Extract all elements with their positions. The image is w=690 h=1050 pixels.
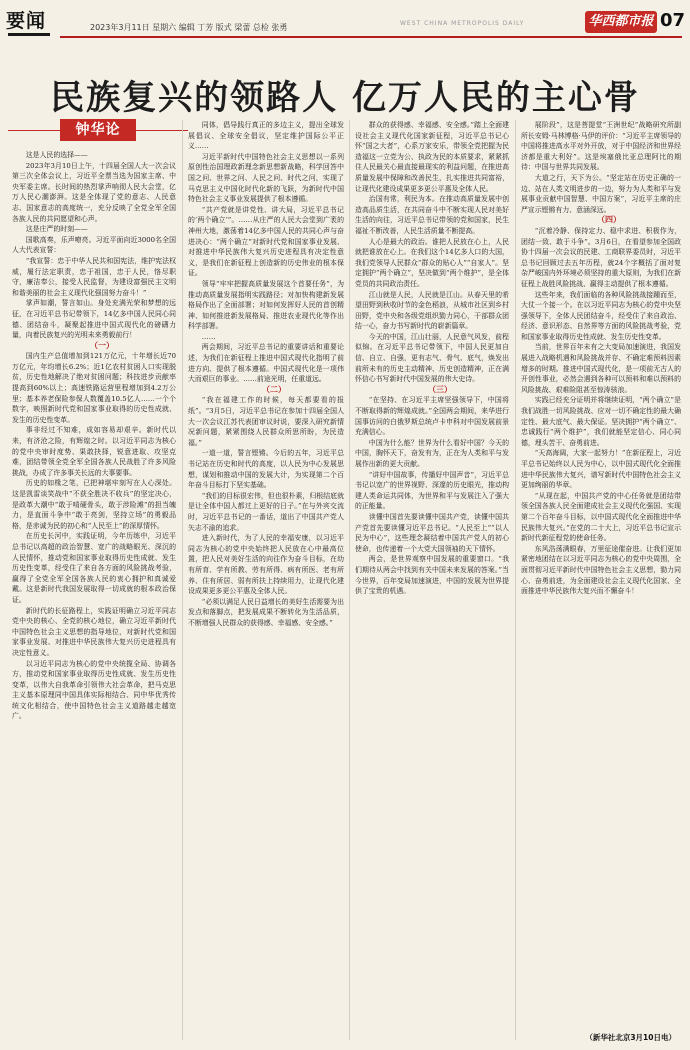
column-divider (349, 120, 350, 1040)
article-paragraph: 领导“牢牢把握高质量发展这个首要任务”，为推动高质量发展指明实践路径；对加快构建新发展格局作出了全面部署；对如何发挥好人民的首创精神、如何推进新发展格局、推进农业现代化等作出科学部署。 (188, 279, 344, 331)
article-paragraph: 东风浩荡满眼春，万里征途催奋进。让我们更加紧密地团结在以习近平同志为核心的党中央周围，全面贯彻习近平新时代中国特色社会主义思想，勠力同心、奋勇前进，为全面建设社会主义现代化国家、全面推进中华民族伟大复兴而不懈奋斗！ (521, 544, 681, 596)
article-paragraph: “我宣誓：忠于中华人民共和国宪法，维护宪法权威，履行法定职责，忠于祖国，忠于人民，恪尽职守，廉洁奉公，接受人民监督，为建设富强民主文明和谐美丽的社会主义现代化强国努力奋斗！” (12, 256, 176, 297)
issue-info: 2023年3月11日 星期六 编辑 丁芳 版式 梁蕾 总检 张勇 (90, 23, 288, 32)
article-column-2 (188, 120, 344, 1038)
newspaper-logo: 华西都市报 (585, 11, 657, 33)
article-paragraph: 这是庄严的时刻—— (25, 225, 88, 234)
article-paragraph: “共产党就是讲党性、讲大局，习近平总书记的‘两个确立’”。……从庄严的人民大会堂到广袤的神州大地，激荡着14亿多中国人民的共同心声与奋进决心：“两个确立”对新时代党和国家事业发展、对推进中华民族伟大复兴历史进程具有决定性意义，是我们在新征程上创造新的历史伟业的根本保证。 (188, 205, 344, 278)
section-number: （三） (428, 384, 452, 394)
article-paragraph: 在历史长河中，实践证明，今年历练中，习近平总书记以高超的政治智慧、宽广的战略眼光、深沉的人民情怀，推动党和国家事业取得历史性成就、发生历史性变革，经受住了来自各方面的风险挑战考验，赢得了全党全军全国各族人民的衷心拥护和真诚爱戴。这是新时代我国发展取得一切成就的根本政治保证。 (12, 532, 176, 604)
article-paragraph: 展阶段”，这是菩提堂“王洲世纪”战略研究所副所长安姆·马林博格·马伊的评价：“习近平主席领导的中国将推进高水平对外开放，对于中国经济和世界经济都是重大利好”。这是埃塞俄比亚总理阿比的期待：中国与世界共同发展。 (521, 121, 681, 172)
article-paragraph: 治国有常，利民为本。在推动高质量发展中创造高品质生活，在共同奋斗中不断实现人民对美好生活的向往，习近平总书记带领的党和国家，民生福祉不断改善，人民生活质量不断提高。 (355, 195, 509, 235)
article-headline: 民族复兴的领路人 亿万人民的主心骨 (50, 78, 640, 118)
article-paragraph: 今天的中国，江山壮丽，人民意气风发，前程似锦。在习近平总书记带领下，中国人民更加自信、自立、自强，更有志气、骨气、底气，焕发出前所未有的历史主动精神、历史创造精神，正在满怀信心书写新时代中国发展的伟大史诗。 (355, 332, 509, 384)
article-paragraph: 两会，是世界观察中国发展的重要窗口。“我们期待从两会中找到有关中国未来发展的答案。”当今世界，百年变局加速演进，中国的发展为世界提供了宝贵的机遇。 (355, 555, 509, 596)
article-paragraph: 新时代的长征路程上，实践证明确立习近平同志党中央的核心、全党的核心地位，确立习近平新时代中国特色社会主义思想的指导地位，对新时代党和国家事业发展、对推进中华民族伟大复兴历史进程具有决定性意义。 (12, 606, 176, 657)
article-paragraph: “在坚持、在习近平主席坚强领导下，中国将不断取得新的辉煌成就。”全国两会期间，来华进行国事访问的白俄罗斯总统卢卡申科对中国发展前景充满信心。 (355, 396, 509, 437)
article-paragraph: 以习近平同志为核心的党中央统揽全局、协调各方，推动党和国家事业取得历史性成就、发生历史性变革，以伟大自我革命引领伟大社会革命，把马克思主义基本原理同中国具体实际相结合、同中华优秀传统文化相结合，使中国特色社会主义道路越走越宽广。 (12, 659, 176, 721)
article-paragraph: 习近平新时代中国特色社会主义思想以一系列原创性治国理政新理念新思想新战略，科学回答中国之问、世界之问、人民之问、时代之问，实现了马克思主义中国化时代化新的飞跃，为新时代中国特色社会主义事业发展提供了根本遵循。 (188, 152, 344, 204)
column-divider (515, 120, 516, 1040)
article-paragraph: 人心是最大的政治。谁把人民放在心上，人民就把谁放在心上。在我们这个14亿多人口的大国，我们党领导人民群众“群众的贴心人”“自家人”。坚定拥护“两个确立”，坚决做到“两个维护”，是全体党员的共同政治责任。 (355, 237, 509, 288)
masthead-en: WEST CHINA METROPOLIS DAILY (400, 20, 525, 27)
article-column-4 (521, 120, 681, 1025)
section-underline (8, 33, 50, 36)
dateline-note: （新华社北京3月10日电） (585, 1033, 676, 1042)
header-rule (60, 36, 682, 38)
article-paragraph: 国歌高奏，乐声嘹亮。习近平面向近3000名全国人大代表宣誓： (12, 235, 176, 255)
page-number: 07 (660, 10, 686, 31)
masthead-en-wrap (400, 14, 588, 34)
article-paragraph: 这些年来，我们面临的各种风险挑战接踵而至，大仗一个接一个。在以习近平同志为核心的党中央坚强领导下，全体人民团结奋斗，经受住了来自政治、经济、意识形态、自然界等方面的风险挑战考验，党和国家事业取得历史性成就、发生历史性变革。 (521, 290, 681, 341)
section-number: （四） (597, 215, 621, 225)
article-paragraph: “沉着冷静、保持定力、稳中求进、积极作为，团结一致、敢于斗争”。3月6日，在看望参加全国政协十四届一次会议的民建、工商联界委员时，习近平总书记回顾过去五年历程，就24个字概括了面对复杂严峻国内外环境必须坚持的重大原则，为我们在新征程上战胜风险挑战、赢得主动提供了根本遵循。 (521, 226, 681, 288)
article-paragraph: 读懂中国首先要读懂中国共产党，读懂中国共产党首先要读懂习近平总书记。“人民至上”“以人民为中心”，这些理念凝结着中国共产党人的初心使命，也传递着一个大党大国领袖的天下情怀。 (355, 512, 509, 553)
article-paragraph: 一道一道，誓言铿锵。今后的五年，习近平总书记站在历史和时代的高度，以人民为中心发展思想，谋划和推动中国的发展大计，为实现第二个百年奋斗目标打下坚实基础。 (188, 449, 344, 490)
article-column-1 (12, 150, 176, 1038)
article-paragraph: “天高海阔，大家一起努力！”在新征程上，习近平总书记始终以人民为中心，以中国式现代化全面推进中华民族伟大复兴，谱写新时代中国特色社会主义更加绚丽的华章。 (521, 449, 681, 490)
article-paragraph: …… (201, 332, 216, 341)
article-paragraph: 掌声如潮，誓言如山。身处充满光荣和梦想的远征，在习近平总书记带领下，14亿多中国人民同心同德、团结奋斗，凝聚起推进中国式现代化的磅礴力量，向着民族复兴的光明未来勇毅前行！ (12, 299, 176, 340)
article-paragraph: 群众的获得感、幸福感、安全感。”踏上全面建设社会主义现代化国家新征程，习近平总书记心怀“国之大者”，心系万家安乐，带领全党把握为民造福这一立党为公、执政为民的本质要求，紧紧抓住人民最关心最直接最现实的利益问题，在推进高质量发展中保障和改善民生，扎实推进共同富裕，让现代化建设成果更多更公平惠及全体人民。 (355, 121, 509, 193)
section-number: （二） (262, 384, 286, 394)
article-paragraph: 两会期间，习近平总书记的重要讲话和重要论述，为我们在新征程上推进中国式现代化指明了前进方向、提供了根本遵循。中国式现代化是一项伟大而艰巨的事业。……前途光明，任重道远。 (188, 343, 344, 384)
article-paragraph: 国内生产总值增加到121万亿元，十年增长近70万亿元，年均增长6.2%；近1亿农村贫困人口实现脱贫，历史性地解决了绝对贫困问题；科技进步贡献率提高到60%以上；高速铁路运营里程增加到4.2万公里；基本养老保险参保人数覆盖10.5亿人……一个个数字，映照新时代党和国家事业取得的历史性成就、发生的历史性变革。 (12, 352, 176, 424)
article-paragraph: 中国为什么能？世界为什么看好中国？今天的中国，胸怀天下，奋发有为，正在为人类和平与发展作出新的更大贡献。 (355, 438, 509, 468)
article-paragraph: “讲好中国故事，传播好中国声音”，习近平总书记以宽广的世界视野、深邃的历史眼光，推动构建人类命运共同体，为世界和平与发展注入了强大的正能量。 (355, 470, 509, 511)
article-paragraph: 当前，世界百年未有之大变局加速演进，我国发展进入战略机遇和风险挑战并存、不确定难预料因素增多的时期。推进中国式现代化，是一项前无古人的开创性事业，必然会遇到各种可以预料和难以预料的风险挑战、艰难险阻甚至惊涛骇浪。 (521, 343, 681, 394)
article-paragraph: “我们的目标很宏伟，但也很朴素，归根结底就是让全体中国人都过上更好的日子。”在与外宾交流时，习近平总书记的一番话，道出了中国共产党人矢志不渝的追求。 (188, 491, 344, 532)
article-paragraph: “必须以满足人民日益增长的美好生活需要为出发点和落脚点，把发展成果不断转化为生活品质，不断增强人民群众的获得感、幸福感、安全感。” (188, 597, 344, 627)
article-paragraph: 历史的如椽之笔，已把神堪牢刻写在人心深处。这是凯雷谈笑战中“不获全胜决不收兵”的坚定决心，是政革大潮中“敢于啃硬骨头，敢于涉险滩”的担当魄力，是直面斗争中“敢于亮剑，坚持立场”的勇毅品格，是赤诚为民的初心和“人民至上”的深厚情怀。 (12, 479, 176, 530)
article-paragraph: “从现在起，中国共产党的中心任务就是团结带领全国各族人民全面建成社会主义现代化强国、实现第二个百年奋斗目标，以中国式现代化全面推进中华民族伟大复兴。”在党的二十大上，习近平总书记宣示新时代新征程党的使命任务。 (521, 491, 681, 543)
section-label: 要闻 (6, 10, 47, 32)
article-paragraph: 进入新时代，为了人民的幸福安康，以习近平同志为核心的党中央始终把人民放在心中最高位置，把人民对美好生活的向往作为奋斗目标，在幼有所育、学有所教、劳有所得、病有所医、老有所养、住有所居、弱有所扶上持续用力，让现代化建设成果更多更公平惠及全体人民。 (188, 534, 344, 596)
article-paragraph: 江山就是人民，人民就是江山。从春天里的希望田野到秋收时节的金色稻浪，从城市社区到乡村田野，党中央和各级党组织勠力同心，干部群众团结一心，奋力书写新时代的崭新篇章。 (355, 290, 509, 331)
article-paragraph: 同体，倡导践行真正的多边主义，提出全球发展倡议、全球安全倡议，坚定维护国际公平正义…… (188, 121, 344, 151)
page-header (0, 0, 690, 40)
article-paragraph: 大道之行，天下为公。“坚定站在历史正确的一边、站在人类文明进步的一边，努力为人类和平与发展事业贡献中国智慧、中国方案”，习近平主席的庄严宣示铿锵有力、意涵深远。 (521, 173, 681, 214)
column-divider (182, 120, 183, 1040)
article-paragraph: 这是人民的选择—— (25, 151, 88, 159)
article-column-3 (355, 120, 509, 1038)
article-paragraph: 事非经过不知难，成如容易却艰辛。新时代以来，有济沧之险，有辉煌之时。以习近平同志为核心的党中央审时度势、果敢抉择，锐意进取、攻坚克难，团结带领全党全军全国各族人民战胜了许多风险挑战，办成了许多事关长远的大事要事。 (12, 426, 176, 477)
article-paragraph: “我在福建工作的时候，每天都要看的报纸”。“3月5日，习近平总书记在参加十四届全国人大一次会议江苏代表团审议时说，要深入研究新情况新问题，紧紧围绕人民群众所思所盼，为民造福。” (188, 396, 344, 447)
article-paragraph: 实践已经充分证明并将继续证明，“两个确立”是我们战胜一切风险挑战、应对一切不确定性的最大确定性、最大底气、最大保证。坚决拥护“两个确立”、忠诚践行“两个维护”，我们就能坚定信心、同心同德，埋头苦干、奋勇前进。 (521, 396, 681, 447)
section-number: （一） (90, 340, 114, 350)
article-paragraph: 2023年3月10日上午，十四届全国人大一次会议第三次全体会议上，习近平全票当选为国家主席、中央军委主席。长时间的热烈掌声响彻人民大会堂，亿万人民心潮澎湃。这是全体现了党的意志、人民意志、国家意志的高度统一，充分反映了全党全军全国各族人民的共同愿望和心声。 (12, 161, 176, 223)
author-byline: 钟华论 (60, 119, 136, 141)
